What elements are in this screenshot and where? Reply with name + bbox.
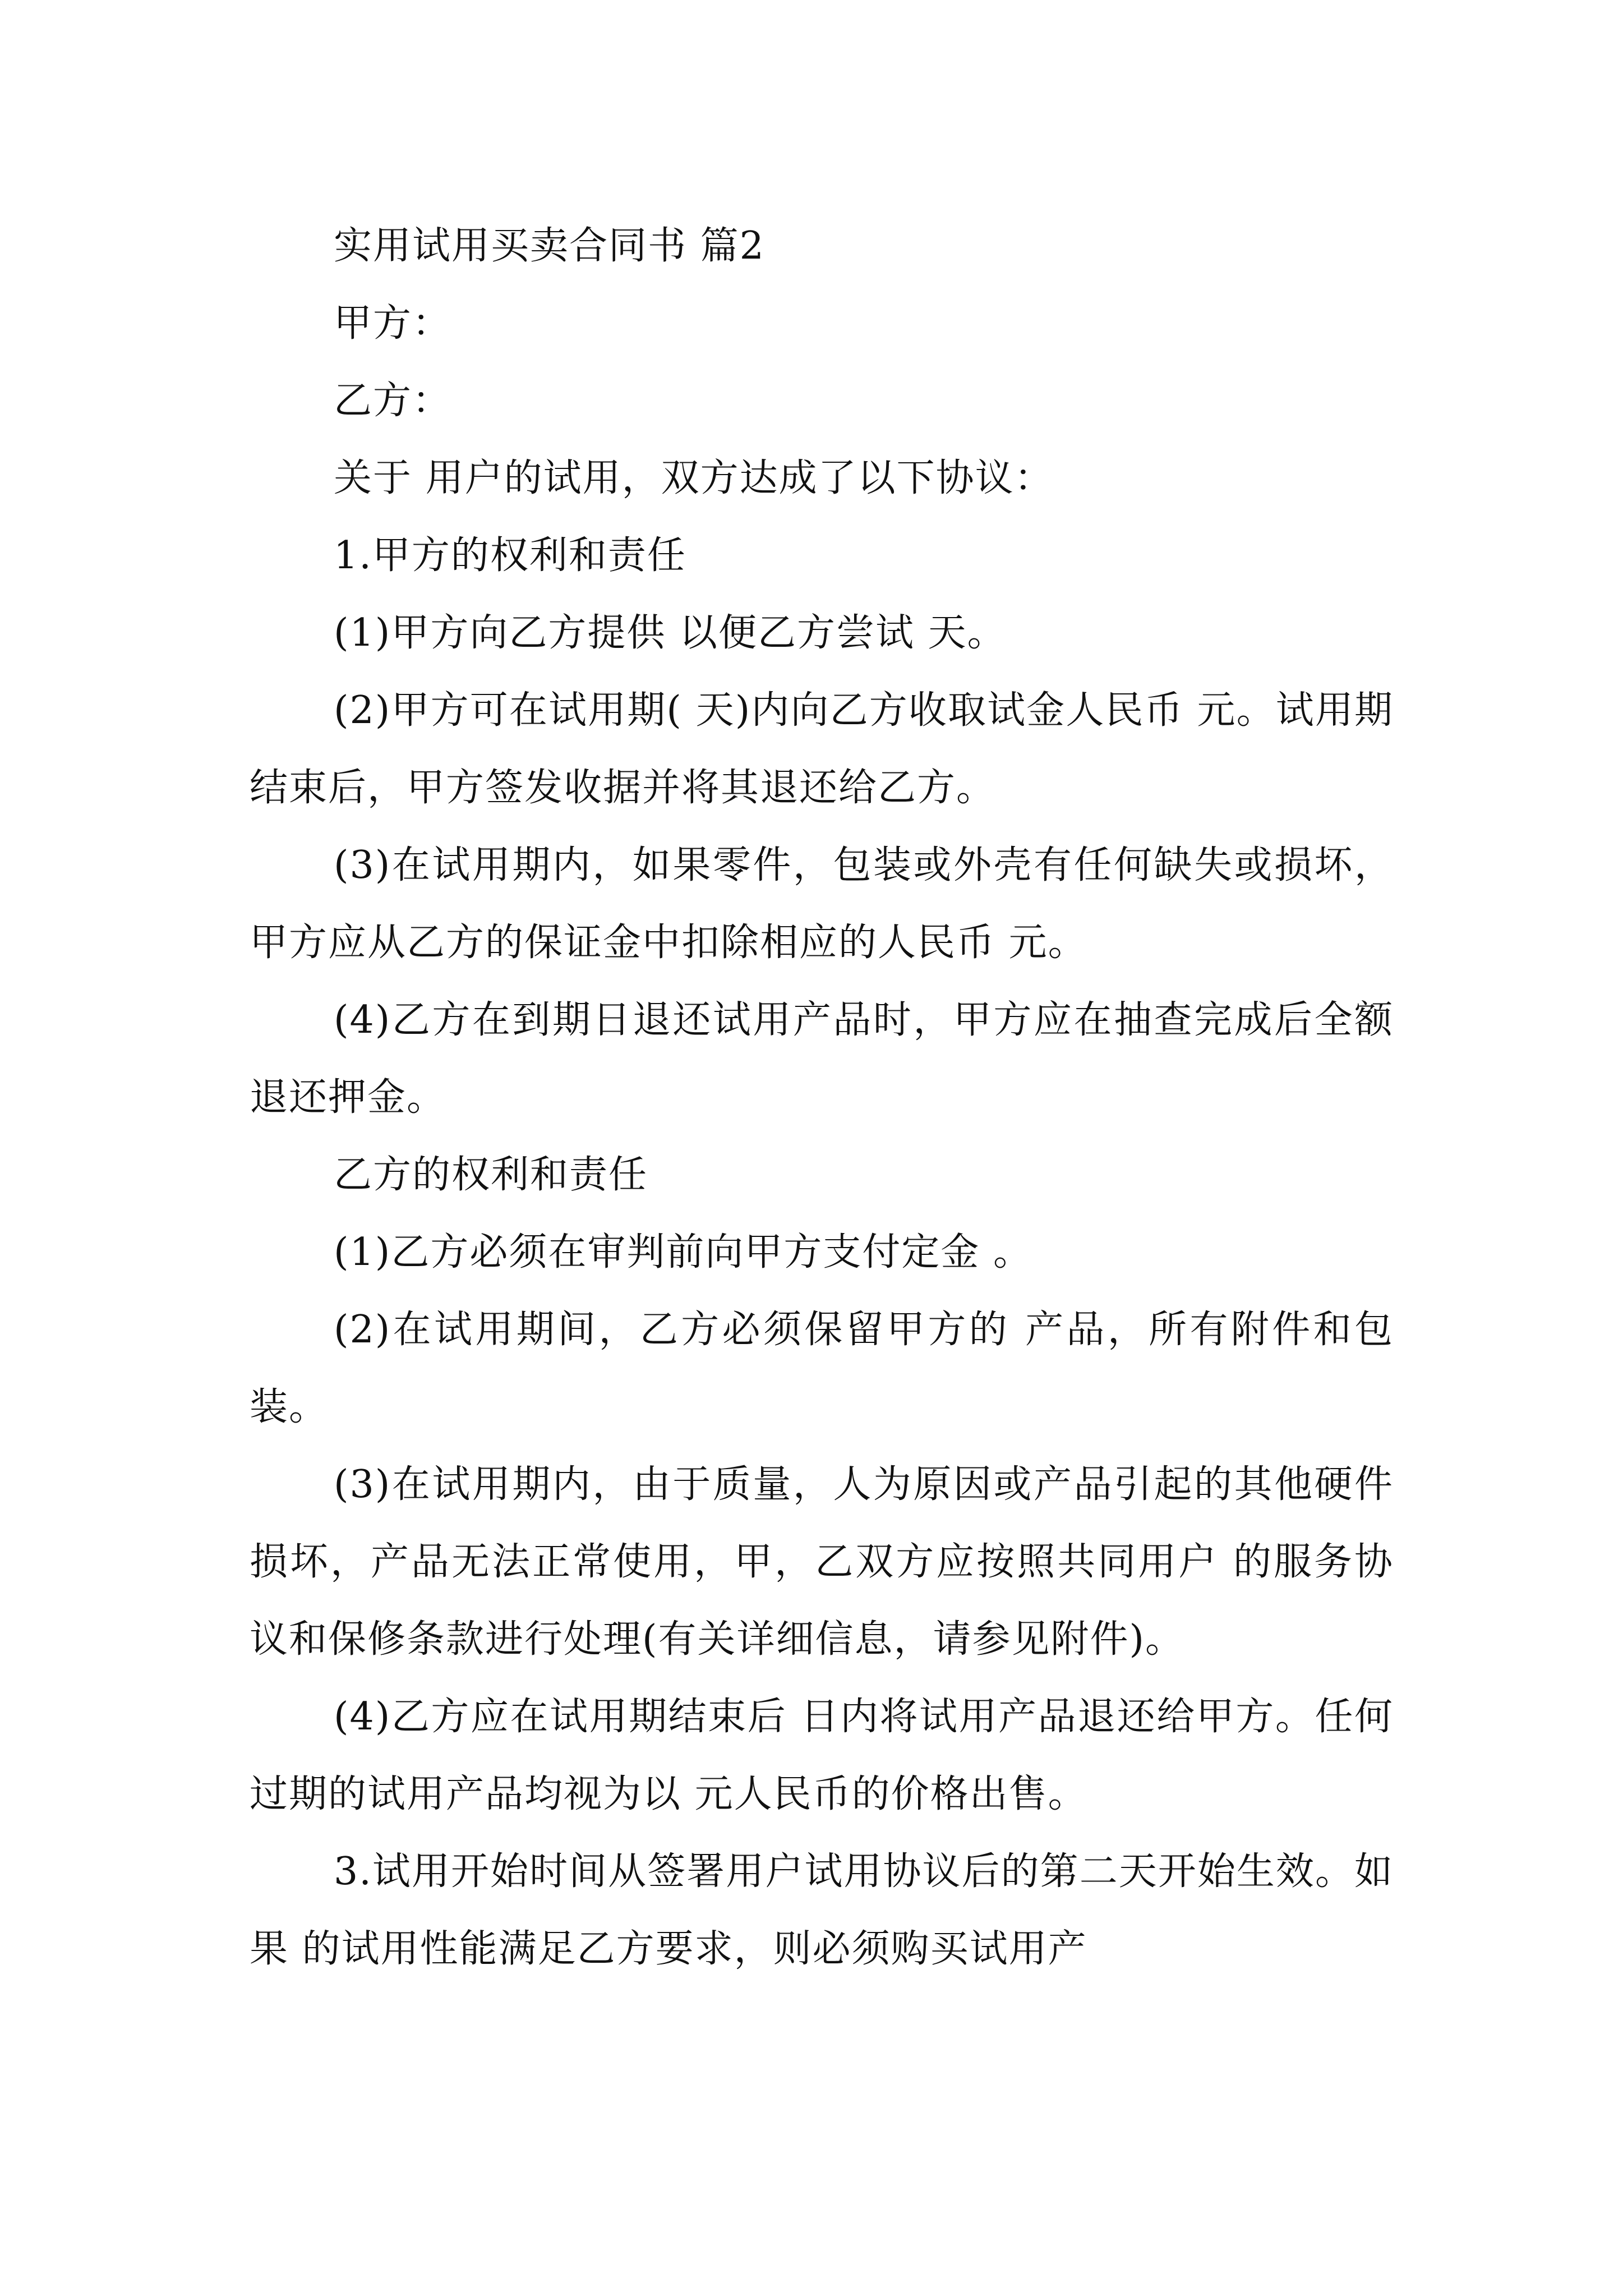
- party-b-line: 乙方：: [334, 379, 452, 423]
- section-heading-party-a: 1.甲方的权利和责任: [334, 533, 686, 578]
- clause-a-4: (4)乙方在到期日退还试用产品时，甲方应在抽查完成后全额退还押金。: [250, 998, 1394, 1120]
- document-body: [250, 208, 1394, 1988]
- clause-3: 3.试用开始时间从签署用户试用协议后的第二天开始生效。如果 的试用性能满足乙方要求，则必须购买试用产: [250, 1849, 1394, 1971]
- party-a-line: 甲方：: [334, 301, 452, 346]
- section-heading-party-b: 乙方的权利和责任: [334, 1153, 648, 1197]
- clause-a-1: (1)甲方向乙方提供 以便乙方尝试 天。: [334, 611, 1007, 655]
- clause-a-3: (3)在试用期内，如果零件，包装或外壳有任何缺失或损坏，甲方应从乙方的保证金中扣除相应的人民币 元。: [250, 843, 1394, 965]
- document-title: 实用试用买卖合同书 篇2: [334, 224, 765, 268]
- clause-b-4: (4)乙方应在试用期结束后 日内将试用产品退还给甲方。任何过期的试用产品均视为以 元人民币的价格出售。: [250, 1695, 1394, 1816]
- clause-b-1: (1)乙方必须在审判前向甲方支付定金 。: [334, 1230, 1032, 1274]
- clause-b-2: (2)在试用期间，乙方必须保留甲方的 产品，所有附件和包装。: [250, 1308, 1394, 1429]
- clause-a-2: (2)甲方可在试用期( 天)内向乙方收取试金人民币 元。试用期结束后，甲方签发收据并将其退还给乙方。: [250, 688, 1394, 810]
- clause-b-3: (3)在试用期内，由于质量，人为原因或产品引起的其他硬件损坏，产品无法正常使用，甲，乙双方应按照共同用户 的服务协议和保修条款进行处理(有关详细信息，请参见附件)。: [250, 1462, 1394, 1662]
- agreement-intro: 关于 用户的试用，双方达成了以下协议：: [334, 456, 1054, 500]
